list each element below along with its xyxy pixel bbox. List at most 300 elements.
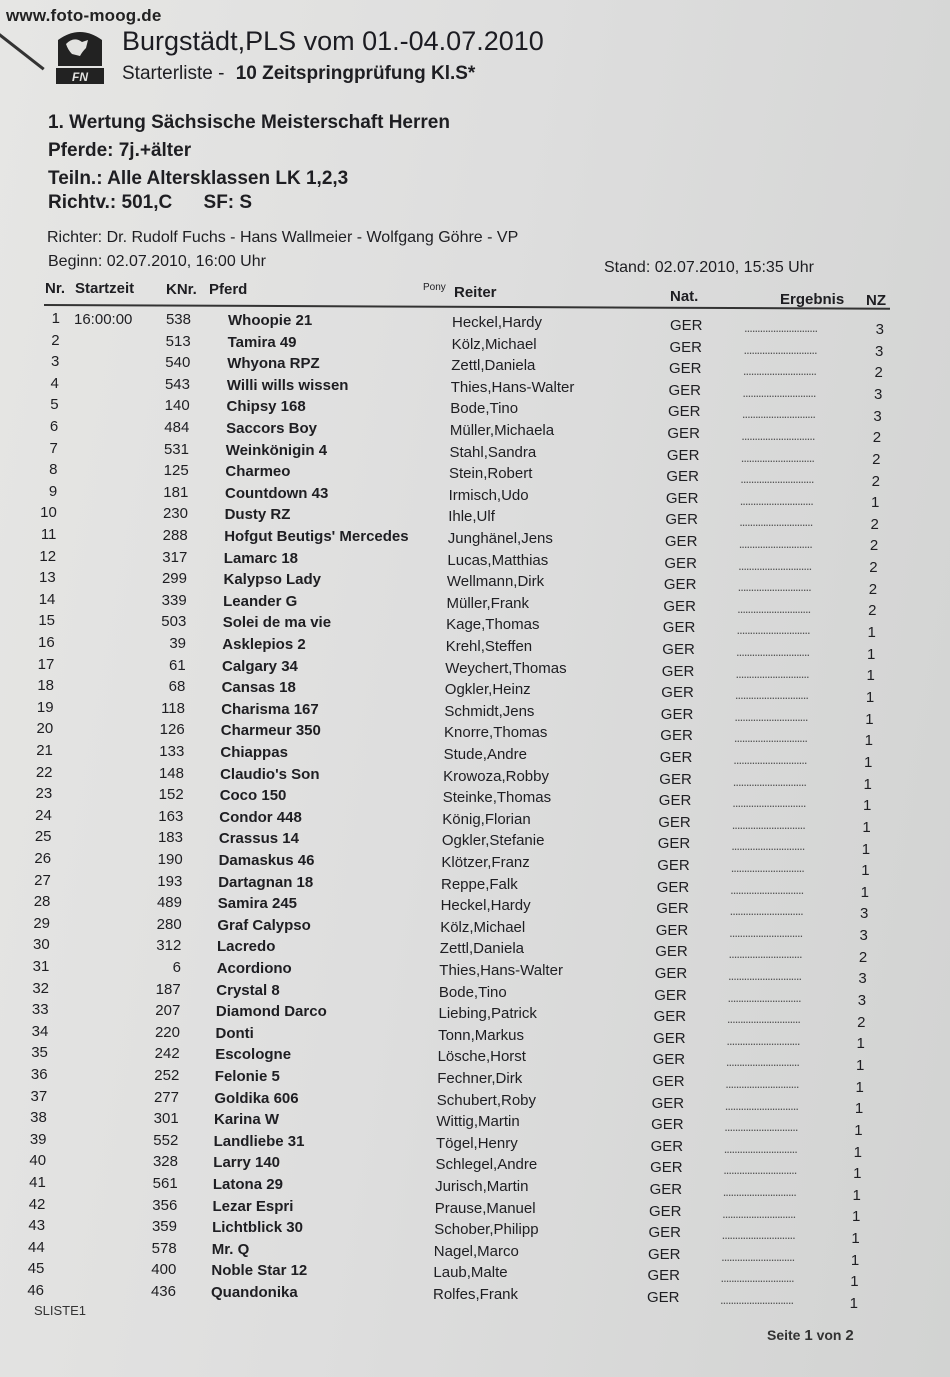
cell-erg: ............................ xyxy=(739,514,813,530)
cell-nat: GER xyxy=(664,554,697,572)
cell-nz: 1 xyxy=(871,494,880,512)
col-header-reiter: Reiter xyxy=(454,284,497,301)
cell-reiter: Bode,Tino xyxy=(450,400,519,418)
richtverfahren: Richtv.: 501,C xyxy=(48,192,173,213)
svg-text:FN: FN xyxy=(72,70,88,84)
cell-nr: 24 xyxy=(35,806,52,824)
cell-nr: 8 xyxy=(49,461,58,479)
cell-knr: 118 xyxy=(161,699,185,717)
cell-pferd: Leander G xyxy=(223,592,298,610)
cell-erg: ............................ xyxy=(739,492,813,508)
cell-reiter: Schmidt,Jens xyxy=(444,702,535,720)
cell-nr: 37 xyxy=(30,1087,48,1105)
cell-pferd: Damaskus 46 xyxy=(218,852,315,869)
cell-reiter: Lucas,Matthias xyxy=(447,551,549,569)
cell-knr: 578 xyxy=(151,1239,177,1257)
judges-line: Richter: Dr. Rudolf Fuchs - Hans Wallmeier - Wolfgang Göhre - VP xyxy=(47,229,519,246)
cell-erg: ............................ xyxy=(732,795,806,811)
cell-knr: 152 xyxy=(158,786,184,804)
col-header-pferd: Pferd xyxy=(209,281,248,298)
cell-reiter: Knorre,Thomas xyxy=(444,724,548,742)
cell-nat: GER xyxy=(665,489,699,507)
cell-erg: ............................ xyxy=(725,1054,800,1070)
cell-reiter: Krowoza,Robby xyxy=(443,767,549,785)
cell-knr: 513 xyxy=(165,332,191,350)
cell-erg: ............................ xyxy=(744,320,818,335)
cell-nz: 1 xyxy=(854,1121,863,1139)
page-word: Seite xyxy=(767,1327,801,1343)
cell-nz: 3 xyxy=(875,342,884,360)
cell-nz: 3 xyxy=(858,970,867,988)
cell-knr: 193 xyxy=(157,872,183,890)
cell-pferd: Quandonika xyxy=(211,1284,298,1301)
cell-erg: ............................ xyxy=(720,1292,794,1307)
cell-nr: 12 xyxy=(39,547,57,565)
cell-pferd: Karina W xyxy=(214,1111,280,1129)
cell-nr: 35 xyxy=(31,1044,48,1062)
cell-knr: 339 xyxy=(161,591,187,609)
cell-nz: 1 xyxy=(854,1100,864,1118)
cell-knr: 125 xyxy=(163,462,189,480)
cell-nr: 30 xyxy=(33,936,50,954)
cell-nz: 1 xyxy=(866,667,875,685)
cell-nr: 22 xyxy=(35,763,53,781)
cell-nr: 31 xyxy=(32,958,50,975)
cell-erg: ............................ xyxy=(724,1119,798,1135)
cell-nz: 2 xyxy=(869,559,878,577)
cell-reiter: Weychert,Thomas xyxy=(445,659,567,677)
cell-reiter: Tögel,Henry xyxy=(436,1134,518,1152)
cell-nr: 41 xyxy=(29,1174,46,1191)
cell-nz: 1 xyxy=(855,1078,864,1096)
cell-nat: GER xyxy=(657,835,691,853)
cell-nz: 2 xyxy=(869,537,879,555)
cell-erg: ............................ xyxy=(730,860,804,875)
page-indicator xyxy=(767,1327,854,1344)
cell-nat: GER xyxy=(652,1073,685,1090)
cell-erg: ............................ xyxy=(732,773,806,789)
cell-pferd: Weinkönigin 4 xyxy=(225,441,328,459)
cell-reiter: Ihle,Ulf xyxy=(448,508,495,526)
cell-reiter: Heckel,Hardy xyxy=(440,897,531,915)
cell-erg: ............................ xyxy=(720,1270,794,1286)
cell-nat: GER xyxy=(650,1159,683,1177)
cell-pferd: Charmeo xyxy=(225,463,291,481)
cell-nat: GER xyxy=(651,1116,684,1134)
cell-nr: 25 xyxy=(34,828,52,846)
info-wertung: 1. Wertung Sächsische Meisterschaft Herren xyxy=(48,112,450,133)
cell-knr: 133 xyxy=(159,743,185,760)
cell-pferd: Lacredo xyxy=(217,938,276,956)
cell-nr: 33 xyxy=(31,1001,49,1019)
col-header-pony: Pony xyxy=(423,282,446,293)
cell-knr: 148 xyxy=(158,764,184,782)
cell-nr: 39 xyxy=(29,1130,47,1148)
cell-knr: 68 xyxy=(168,678,186,696)
col-header-nat: Nat. xyxy=(670,288,699,305)
cell-nat: GER xyxy=(662,641,695,658)
page-of: von xyxy=(816,1327,842,1343)
cell-reiter: Bode,Tino xyxy=(438,983,507,1001)
cell-reiter: Klötzer,Franz xyxy=(441,854,530,871)
cell-knr: 489 xyxy=(156,894,182,912)
cell-nz: 2 xyxy=(871,472,880,490)
cell-nat: GER xyxy=(654,965,688,982)
col-header-nr: Nr. xyxy=(45,280,66,297)
cell-nat: GER xyxy=(664,533,698,550)
cell-erg: ............................ xyxy=(729,924,803,940)
cell-pferd: Willi wills wissen xyxy=(226,376,349,394)
info-teilnehmer: Teiln.: Alle Altersklassen LK 1,2,3 xyxy=(48,168,349,189)
cell-erg: ............................ xyxy=(736,622,810,638)
cell-reiter: Lösche,Horst xyxy=(437,1048,526,1066)
cell-nz: 2 xyxy=(857,1013,866,1031)
cell-knr: 183 xyxy=(157,829,183,847)
cell-nz: 1 xyxy=(862,818,871,836)
cell-knr: 280 xyxy=(156,915,182,933)
cell-knr: 126 xyxy=(159,721,185,739)
cell-nr: 26 xyxy=(34,850,52,867)
cell-reiter: Müller,Frank xyxy=(446,594,530,612)
cell-nz: 3 xyxy=(860,905,869,923)
cell-reiter: Rolfes,Frank xyxy=(433,1286,519,1303)
cell-nat: GER xyxy=(669,338,703,356)
cell-reiter: Müller,Michaela xyxy=(449,422,555,439)
cell-knr: 6 xyxy=(172,959,181,976)
cell-nz: 3 xyxy=(859,927,868,944)
cell-erg: ............................ xyxy=(731,816,805,832)
cell-nat: GER xyxy=(663,576,697,594)
cell-nr: 13 xyxy=(39,569,56,587)
cell-knr: 552 xyxy=(153,1131,179,1149)
cell-pferd: Whoopie 21 xyxy=(228,312,313,329)
cell-nr: 21 xyxy=(36,742,53,759)
cell-nr: 6 xyxy=(49,418,59,435)
cell-knr: 242 xyxy=(154,1045,180,1063)
cell-pferd: Goldika 606 xyxy=(214,1089,299,1107)
cell-nat: GER xyxy=(666,446,700,464)
cell-reiter: Kölz,Michael xyxy=(440,918,526,936)
cell-knr: 359 xyxy=(151,1218,177,1236)
cell-nz: 2 xyxy=(870,515,879,533)
cell-nz: 1 xyxy=(851,1230,860,1248)
cell-nr: 15 xyxy=(38,612,55,630)
cell-pferd: Lamarc 18 xyxy=(223,549,299,567)
cell-knr: 181 xyxy=(163,483,189,501)
col-header-knr: KNr. xyxy=(166,281,197,298)
cell-pferd: Escologne xyxy=(215,1046,292,1064)
cell-nat: GER xyxy=(658,792,692,810)
cell-erg: ............................ xyxy=(721,1248,795,1264)
cell-knr: 190 xyxy=(157,851,183,868)
cell-reiter: Laub,Malte xyxy=(433,1264,508,1282)
cell-nz: 1 xyxy=(853,1143,862,1161)
cell-nat: GER xyxy=(650,1137,684,1155)
cell-nz: 3 xyxy=(873,385,883,403)
cell-reiter: Schober,Philipp xyxy=(434,1221,539,1239)
cell-erg: ............................ xyxy=(740,471,814,487)
cell-reiter: Irmisch,Udo xyxy=(448,486,529,504)
cell-reiter: Nagel,Marco xyxy=(433,1242,519,1260)
cell-reiter: Fechner,Dirk xyxy=(437,1070,523,1087)
cell-nz: 1 xyxy=(851,1208,861,1226)
cell-reiter: Ogkler,Heinz xyxy=(444,681,531,699)
cell-reiter: Krehl,Steffen xyxy=(445,638,533,655)
cell-nat: GER xyxy=(669,360,702,378)
cell-pferd: Landliebe 31 xyxy=(213,1132,305,1150)
cell-pferd: Chiappas xyxy=(220,744,288,761)
cell-nat: GER xyxy=(653,1008,687,1026)
cell-pferd: Solei de ma vie xyxy=(222,614,332,632)
cell-knr: 484 xyxy=(164,419,190,436)
cell-pferd: Condor 448 xyxy=(219,808,302,826)
cell-pferd: Donti xyxy=(215,1024,254,1042)
cell-nat: GER xyxy=(661,662,695,680)
cell-nat: GER xyxy=(668,381,702,399)
cell-erg: ............................ xyxy=(736,644,810,659)
cell-knr: 503 xyxy=(161,613,187,631)
cell-erg: ............................ xyxy=(728,968,802,983)
cell-nat: GER xyxy=(660,727,693,745)
cell-erg: ............................ xyxy=(734,687,809,703)
page-title: Burgstädt,PLS vom 01.-04.07.2010 xyxy=(122,26,544,56)
cell-nz: 3 xyxy=(875,321,884,338)
cell-pferd: Larry 140 xyxy=(213,1154,281,1172)
cell-erg: ............................ xyxy=(737,579,811,595)
cell-erg: ............................ xyxy=(722,1184,796,1199)
cell-reiter: Schubert,Roby xyxy=(436,1091,537,1109)
cell-knr: 140 xyxy=(164,397,190,415)
cell-pferd: Tamira 49 xyxy=(227,333,297,351)
cell-zeit: 16:00:00 xyxy=(74,311,133,328)
cell-pferd: Diamond Darco xyxy=(215,1003,327,1021)
cell-nat: GER xyxy=(653,1029,686,1047)
cell-knr: 277 xyxy=(153,1088,179,1106)
cell-nz: 1 xyxy=(866,645,876,663)
cell-reiter: Tonn,Markus xyxy=(438,1026,524,1044)
cell-erg: ............................ xyxy=(731,838,805,854)
cell-nat: GER xyxy=(649,1202,682,1220)
subtitle-label: Starterliste - xyxy=(122,63,225,84)
cell-knr: 561 xyxy=(152,1175,178,1192)
cell-reiter: Junghänel,Jens xyxy=(447,530,553,547)
cell-reiter: Reppe,Falk xyxy=(441,875,518,893)
cell-nz: 1 xyxy=(850,1273,859,1291)
cell-nr: 42 xyxy=(28,1195,46,1213)
cell-erg: ............................ xyxy=(733,752,807,767)
cell-nat: GER xyxy=(656,900,689,918)
cell-reiter: Zettl,Daniela xyxy=(439,940,525,958)
cell-nat: GER xyxy=(663,597,696,615)
cell-reiter: Wittig,Martin xyxy=(436,1113,520,1131)
cell-reiter: Prause,Manuel xyxy=(434,1199,536,1217)
cell-knr: 187 xyxy=(155,980,181,998)
cell-knr: 312 xyxy=(156,937,182,955)
cell-pferd: Hofgut Beutigs' Mercedes xyxy=(224,528,409,545)
cell-nr: 14 xyxy=(38,590,56,608)
cell-erg: ............................ xyxy=(742,384,816,400)
cell-nz: 1 xyxy=(850,1251,860,1269)
competition-name: 10 Zeitspringprüfung Kl.S* xyxy=(235,63,476,84)
cell-reiter: Ogkler,Stefanie xyxy=(441,832,545,850)
cell-nr: 27 xyxy=(34,871,51,889)
cell-erg: ............................ xyxy=(725,1076,799,1091)
cell-knr: 301 xyxy=(153,1110,179,1128)
cell-reiter: Stude,Andre xyxy=(443,746,527,763)
cell-nat: GER xyxy=(655,921,689,939)
cell-nz: 3 xyxy=(873,407,882,425)
cell-pferd: Calgary 34 xyxy=(222,657,298,675)
cell-reiter: Heckel,Hardy xyxy=(452,314,543,331)
cell-nr: 3 xyxy=(50,353,60,371)
cell-erg: ............................ xyxy=(721,1227,795,1243)
cell-erg: ............................ xyxy=(730,881,804,897)
cell-nat: GER xyxy=(647,1289,680,1306)
cell-nr: 11 xyxy=(40,526,57,543)
cell-reiter: Liebing,Patrick xyxy=(438,1005,537,1023)
cell-pferd: Dartagnan 18 xyxy=(218,873,314,891)
stand-line: Stand: 02.07.2010, 15:35 Uhr xyxy=(604,259,814,276)
watermark: www.foto-moog.de xyxy=(6,6,162,25)
cell-erg: ............................ xyxy=(726,1032,800,1048)
cell-nz: 1 xyxy=(865,710,874,728)
cell-nat: GER xyxy=(662,619,696,637)
cell-nz: 1 xyxy=(856,1056,865,1074)
cell-nz: 1 xyxy=(863,775,872,793)
cell-nz: 2 xyxy=(858,948,868,966)
cell-nr: 36 xyxy=(30,1066,48,1083)
cell-nr: 46 xyxy=(27,1282,44,1299)
cell-nz: 2 xyxy=(868,602,877,620)
cell-nat: GER xyxy=(647,1267,681,1285)
cell-pferd: Acordiono xyxy=(216,960,292,977)
cell-pferd: Lichtblick 30 xyxy=(212,1219,303,1237)
cell-erg: ............................ xyxy=(722,1205,796,1221)
begin-line: Beginn: 02.07.2010, 16:00 Uhr xyxy=(48,253,266,270)
cell-erg: ............................ xyxy=(741,406,816,422)
cell-nr: 10 xyxy=(40,504,57,522)
cell-nr: 32 xyxy=(32,979,49,997)
info-pferde: Pferde: 7j.+älter xyxy=(48,140,192,161)
cell-reiter: Thies,Hans-Walter xyxy=(439,962,563,979)
cell-knr: 540 xyxy=(165,354,191,372)
cell-nat: GER xyxy=(657,857,690,874)
cell-nat: GER xyxy=(654,986,687,1004)
cell-pferd: Lezar Espri xyxy=(212,1197,294,1215)
cell-reiter: Zettl,Daniela xyxy=(451,357,536,375)
cell-nat: GER xyxy=(658,813,691,831)
cell-knr: 220 xyxy=(154,1023,180,1041)
cell-pferd: Claudio's Son xyxy=(220,765,320,783)
cell-nr: 2 xyxy=(51,331,60,349)
cell-erg: ............................ xyxy=(726,1011,801,1027)
cell-nz: 2 xyxy=(872,429,882,447)
cell-nr: 38 xyxy=(30,1109,47,1127)
cell-knr: 538 xyxy=(165,311,191,328)
cell-nz: 1 xyxy=(862,797,872,815)
cell-pferd: Charisma 167 xyxy=(221,700,319,718)
cell-nr: 40 xyxy=(29,1152,47,1170)
cell-knr: 230 xyxy=(162,505,188,523)
cell-knr: 531 xyxy=(163,440,189,458)
cell-nat: GER xyxy=(670,317,703,334)
cell-nat: GER xyxy=(661,684,694,702)
cell-nat: GER xyxy=(652,1051,686,1069)
col-header-ergebnis: Ergebnis xyxy=(780,291,845,308)
cell-erg: ............................ xyxy=(723,1140,797,1156)
cell-nat: GER xyxy=(667,425,700,442)
cell-erg: ............................ xyxy=(733,730,808,746)
cell-nz: 1 xyxy=(856,1035,865,1053)
cell-nz: 3 xyxy=(857,992,867,1009)
cell-nat: GER xyxy=(655,943,688,961)
cell-erg: ............................ xyxy=(729,903,803,919)
cell-reiter: Stein,Robert xyxy=(449,465,533,483)
cell-nr: 1 xyxy=(51,310,60,327)
cell-knr: 207 xyxy=(155,1002,181,1020)
cell-nr: 34 xyxy=(31,1022,49,1040)
cell-nr: 23 xyxy=(35,785,53,803)
cell-knr: 39 xyxy=(169,635,186,652)
page-number: 1 xyxy=(804,1327,813,1344)
cell-reiter: Schlegel,Andre xyxy=(435,1156,538,1174)
cell-nz: 1 xyxy=(865,689,875,706)
cell-pferd: Whyona RPZ xyxy=(227,355,320,373)
cell-nat: GER xyxy=(659,749,693,766)
cell-pferd: Crassus 14 xyxy=(218,830,299,848)
cell-erg: ............................ xyxy=(727,989,801,1005)
cell-knr: 317 xyxy=(162,548,188,566)
cell-knr: 163 xyxy=(158,807,184,825)
cell-nat: GER xyxy=(648,1245,681,1263)
cell-pferd: Cansas 18 xyxy=(221,679,296,697)
cell-nz: 2 xyxy=(868,580,878,598)
cell-nr: 9 xyxy=(48,482,58,500)
cell-pferd: Coco 150 xyxy=(219,787,287,805)
cell-nr: 17 xyxy=(37,655,55,673)
cell-erg: ............................ xyxy=(742,363,817,379)
sf-value: SF: S xyxy=(203,192,253,213)
cell-knr: 356 xyxy=(152,1196,178,1214)
cell-erg: ............................ xyxy=(734,708,808,724)
cell-reiter: König,Florian xyxy=(442,810,531,828)
cell-reiter: Jurisch,Martin xyxy=(435,1178,529,1195)
cell-nr: 43 xyxy=(28,1217,46,1235)
cell-nz: 1 xyxy=(849,1295,858,1312)
cell-erg: ............................ xyxy=(740,449,814,465)
cell-pferd: Crystal 8 xyxy=(216,981,280,999)
cell-nz: 1 xyxy=(864,732,873,750)
cell-pferd: Latona 29 xyxy=(212,1176,283,1193)
cell-pferd: Saccors Boy xyxy=(226,420,317,437)
cell-nat: GER xyxy=(651,1094,685,1112)
cell-pferd: Kalypso Lady xyxy=(223,571,322,589)
cell-pferd: Mr. Q xyxy=(211,1240,250,1258)
cell-nat: GER xyxy=(668,403,701,421)
list-id: SLISTE1 xyxy=(34,1303,87,1318)
cell-reiter: Steinke,Thomas xyxy=(442,789,552,807)
cell-erg: ............................ xyxy=(728,946,802,962)
cell-reiter: Stahl,Sandra xyxy=(449,443,537,461)
cell-nat: GER xyxy=(666,468,699,486)
col-header-nz: NZ xyxy=(866,292,886,309)
cell-pferd: Asklepios 2 xyxy=(222,636,306,653)
cell-nat: GER xyxy=(660,705,694,723)
cell-erg: ............................ xyxy=(723,1162,797,1178)
cell-erg: ............................ xyxy=(738,536,812,551)
page-total: 2 xyxy=(845,1327,854,1344)
cell-erg: ............................ xyxy=(724,1097,798,1113)
